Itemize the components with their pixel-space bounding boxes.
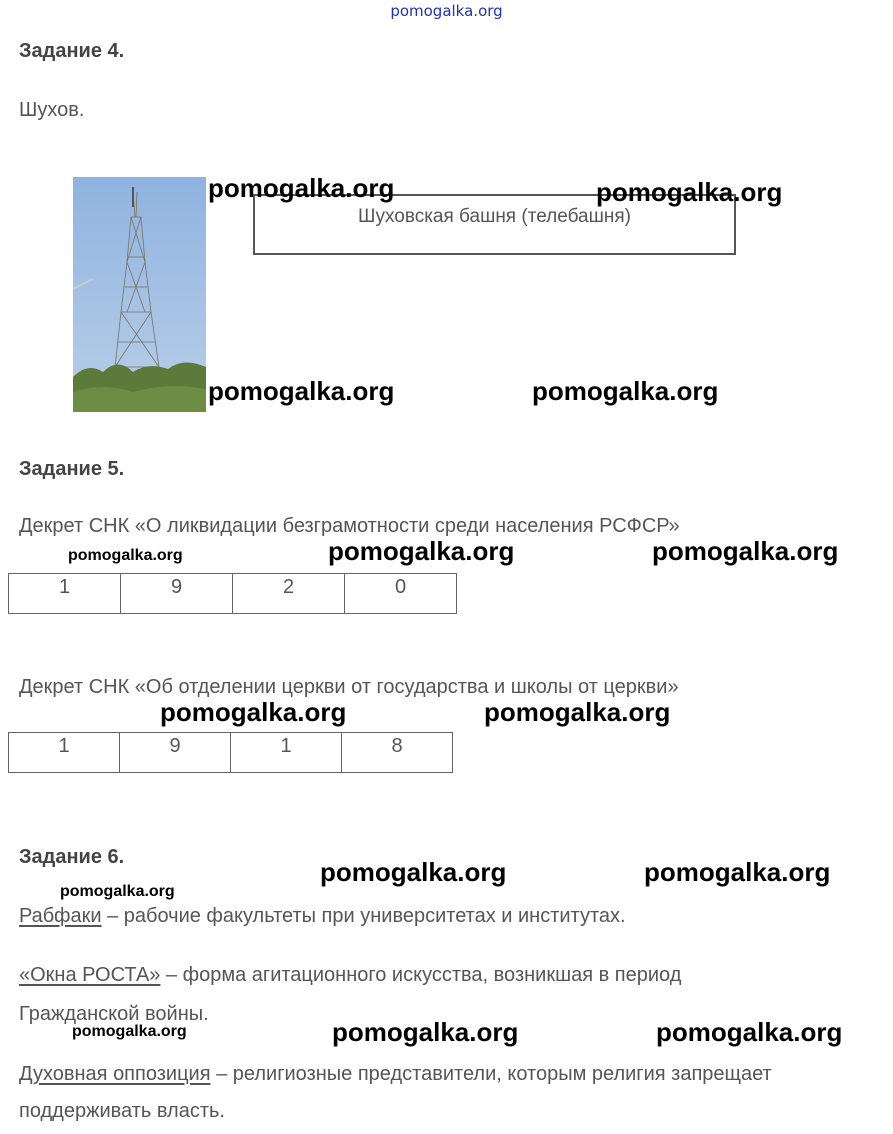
definition-dukhovnaya-line2: поддерживать власть. bbox=[19, 1100, 225, 1122]
definition-okna-rosta bbox=[19, 964, 681, 987]
shukhov-tower-photo bbox=[73, 177, 206, 412]
term-rabfaki: Рабфаки bbox=[19, 905, 102, 927]
year2-digit: 1 bbox=[9, 733, 120, 773]
definition-dukhovnaya-text: – религиозные представители, которым религия запрещает bbox=[210, 1063, 772, 1085]
term-dukhovnaya-oppozitsiya: Духовная оппозиция bbox=[19, 1063, 211, 1085]
decree2-text: Декрет СНК «Об отделении церкви от государства и школы от церкви» bbox=[19, 676, 679, 698]
task4-title: Задание 4. bbox=[19, 40, 125, 62]
definition-okna-rosta-line2: Гражданской войны. bbox=[19, 1003, 209, 1025]
watermark: pomogalka.org bbox=[328, 536, 515, 566]
watermark: pomogalka.org bbox=[60, 883, 175, 900]
year-table-1 bbox=[8, 573, 457, 614]
year-table-2 bbox=[8, 732, 453, 773]
definition-okna-rosta-text: – форма агитационного искусства, возникшая в период bbox=[160, 964, 682, 986]
year1-digit: 9 bbox=[121, 574, 233, 614]
watermark: pomogalka.org bbox=[532, 376, 719, 406]
watermark: pomogalka.org bbox=[72, 1023, 187, 1040]
site-link[interactable]: pomogalka.org bbox=[390, 2, 503, 20]
year1-digit: 2 bbox=[233, 574, 345, 614]
definition-dukhovnaya bbox=[19, 1063, 772, 1086]
watermark: pomogalka.org bbox=[656, 1017, 843, 1047]
watermark: pomogalka.org bbox=[332, 1017, 519, 1047]
watermark: pomogalka.org bbox=[320, 857, 507, 887]
definition-rabfaki-text: – рабочие факультеты при университетах и институтах. bbox=[101, 905, 626, 927]
year2-digit: 9 bbox=[120, 733, 231, 773]
year1-digit: 1 bbox=[9, 574, 121, 614]
decree1-text: Декрет СНК «О ликвидации безграмотности среди населения РСФСР» bbox=[19, 515, 680, 537]
watermark: pomogalka.org bbox=[644, 857, 831, 887]
task6-title: Задание 6. bbox=[19, 846, 125, 868]
watermark: pomogalka.org bbox=[484, 697, 671, 727]
watermark: pomogalka.org bbox=[68, 547, 183, 564]
answer-box: Шуховская башня (телебашня) bbox=[253, 194, 736, 255]
task4-answer: Шухов. bbox=[19, 99, 85, 121]
watermark: pomogalka.org bbox=[652, 536, 839, 566]
watermark: pomogalka.org bbox=[208, 376, 395, 406]
task5-title: Задание 5. bbox=[19, 458, 125, 480]
year2-digit: 8 bbox=[342, 733, 453, 773]
definition-rabfaki bbox=[19, 905, 626, 928]
year2-digit: 1 bbox=[231, 733, 342, 773]
watermark: pomogalka.org bbox=[596, 177, 783, 207]
term-okna-rosta: «Окна РОСТА» bbox=[19, 964, 161, 986]
year1-digit: 0 bbox=[345, 574, 457, 614]
watermark: pomogalka.org bbox=[160, 697, 347, 727]
watermark: pomogalka.org bbox=[208, 173, 395, 203]
